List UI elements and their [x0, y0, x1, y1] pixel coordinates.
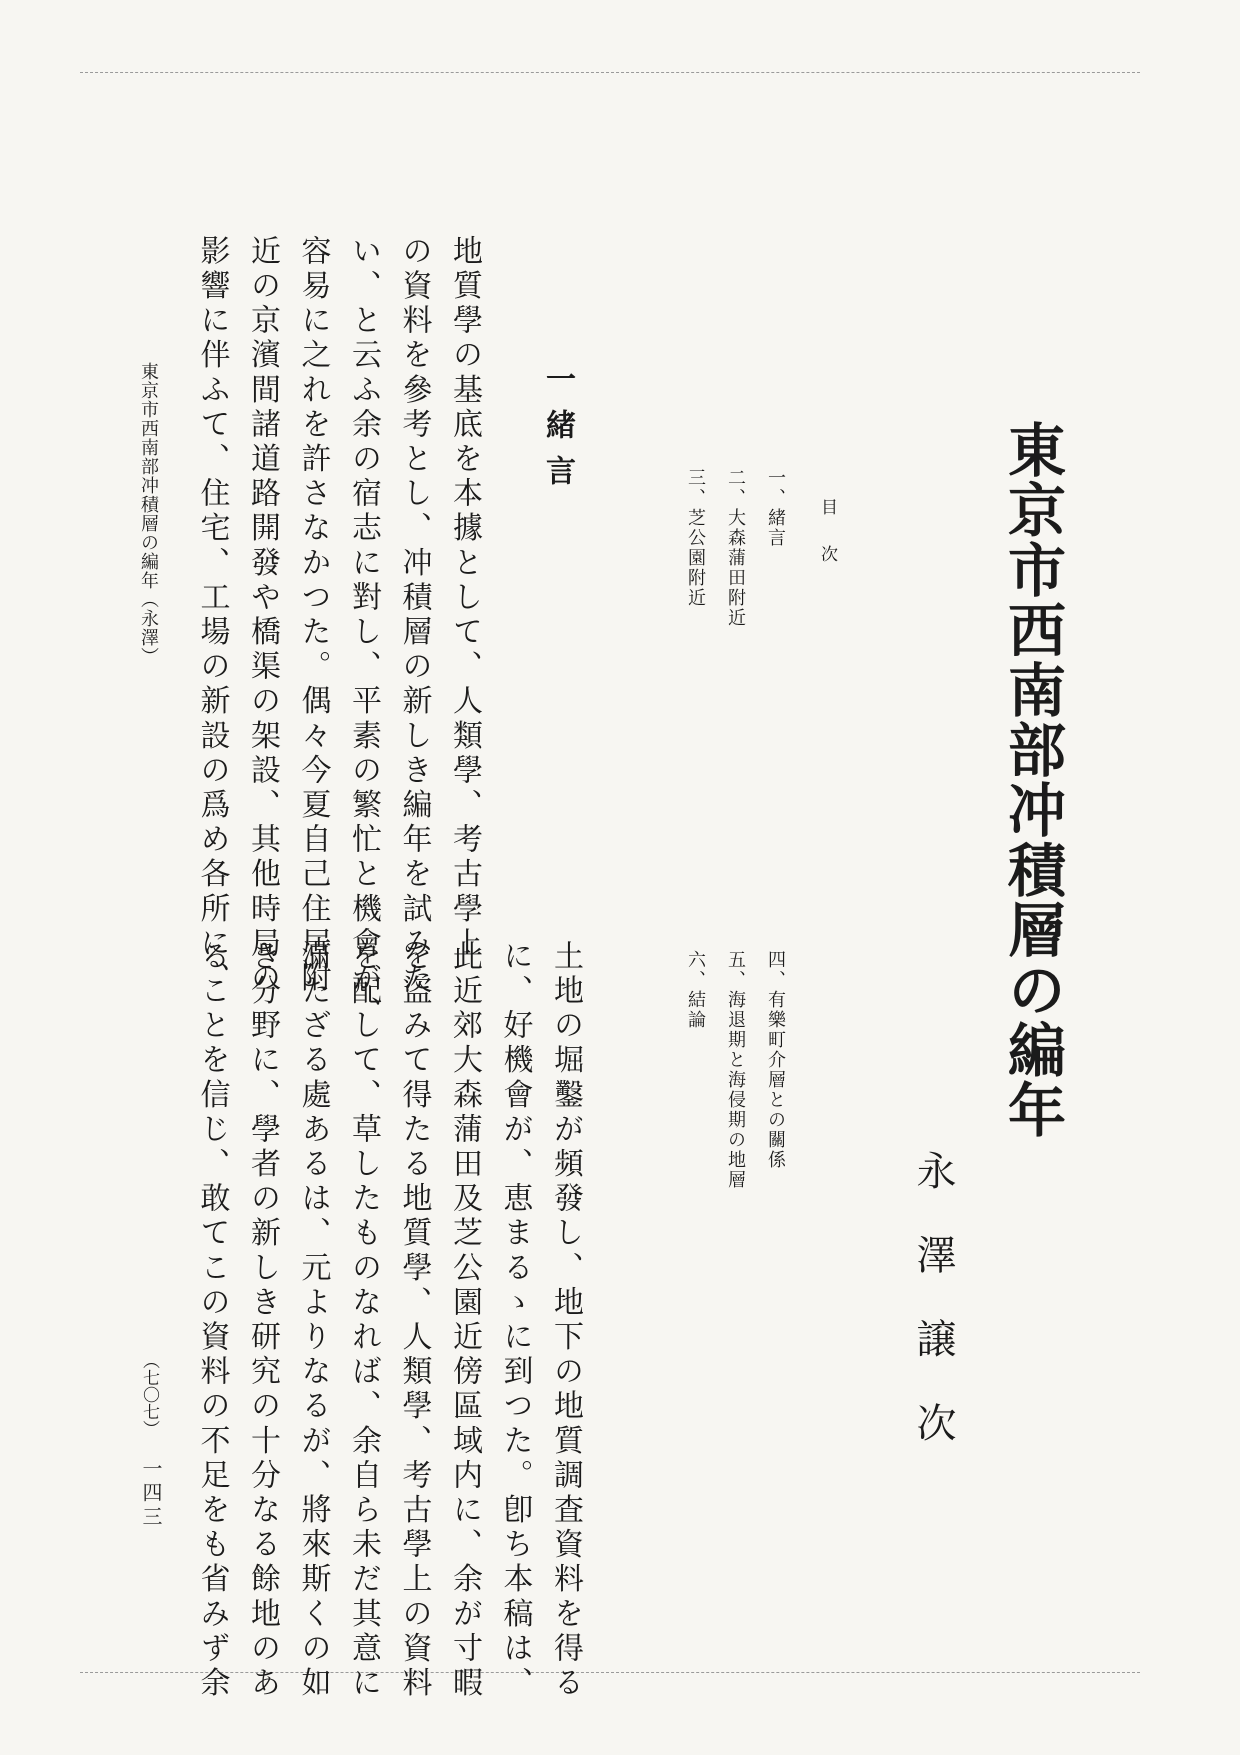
body-line: を配して、草したものなれば、余自ら未だ其意に	[346, 940, 381, 1702]
body-line: の資料を參考とし、冲積層の新しき編年を試みた	[396, 235, 432, 997]
toc-item: 五、海退期と海侵期の地層	[725, 950, 746, 1190]
body-line: を盜みて得たる地質學、人類學、考古學上の資料	[396, 940, 432, 1702]
body-line: 近の京濱間諸道路開發や橋渠の架設、其他時局の	[245, 235, 280, 997]
author-name: 永澤譲次	[910, 1150, 956, 1486]
body-line: に、好機會が、恵まるゝに到つた。卽ち本稿は、	[497, 940, 533, 1702]
body-text-upper	[186, 235, 489, 1031]
body-text-lower	[186, 940, 590, 1701]
page-number: 一四三	[139, 1458, 163, 1530]
body-line: い、と云ふ余の宿志に對し、平素の繁忙と機會が、	[346, 235, 381, 1031]
body-line: 影響に伴ふて、住宅、工場の新設の爲め各所に、	[194, 235, 230, 997]
top-rule	[80, 72, 1140, 73]
toc-item: 一、緒言	[765, 468, 786, 548]
toc-item: 三、芝公園附近	[685, 468, 706, 608]
toc-item: 六、結論	[685, 950, 706, 1030]
toc-item: 二、大森蒲田附近	[725, 468, 746, 628]
inner-page-number: （七〇七）	[139, 1352, 159, 1437]
body-line: き分野に、學者の新しき研究の十分なる餘地のあ	[245, 940, 280, 1702]
toc-list-upper	[668, 468, 788, 628]
article-title: 東京市西南部冲積層の編年	[998, 420, 1066, 1140]
toc-heading: 目次	[817, 498, 837, 592]
section-heading: 一緒言	[540, 363, 575, 501]
running-head: 東京市西南部冲積層の編年（永澤）	[138, 362, 159, 666]
body-line: 土地の堀鑿が頻發し、地下の地質調査資料を得る	[548, 940, 583, 1702]
body-line: ることを信じ、敢てこの資料の不足をも省みず余	[194, 940, 230, 1702]
body-line: 滿たざる處あるは、元よりなるが、將來斯くの如	[295, 940, 331, 1702]
body-line: 容易に之れを許さなかつた。偶々今夏自己住居附	[295, 235, 331, 997]
toc-list-lower	[668, 950, 788, 1190]
body-line: 此近郊大森蒲田及芝公園近傍區域内に、余が寸暇	[447, 940, 482, 1702]
toc-item: 四、有樂町介層との關係	[765, 950, 786, 1170]
body-line: 地質學の基底を本據として、人類學、考古學上	[447, 235, 482, 962]
